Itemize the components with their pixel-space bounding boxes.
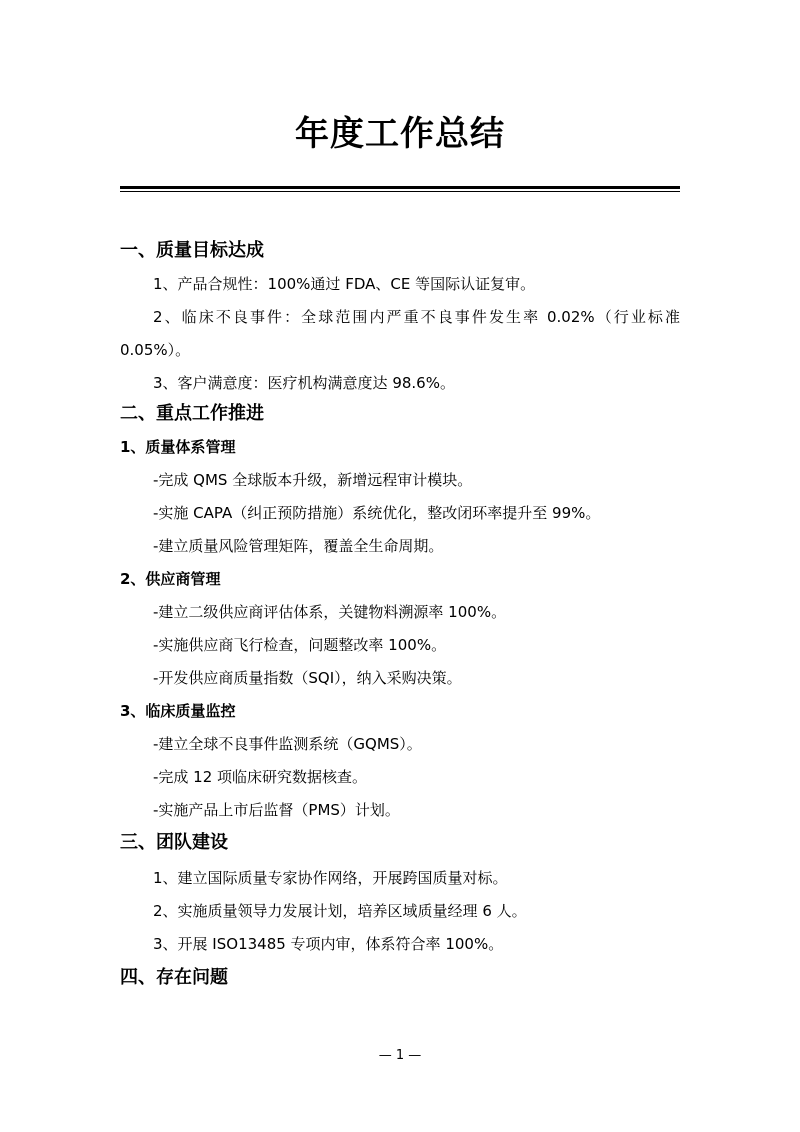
subsection-item: -实施供应商飞行检查，问题整改率 100%。 (153, 636, 447, 654)
subsection-heading-qms: 1、质量体系管理 (120, 438, 236, 456)
subsection-item: -建立质量风险管理矩阵，覆盖全生命周期。 (153, 537, 444, 555)
section-item: 2、实施质量领导力发展计划，培养区域质量经理 6 人。 (153, 902, 527, 920)
subsection-heading-clinical: 3、临床质量监控 (120, 702, 236, 720)
page-number: — 1 — (378, 1048, 422, 1063)
subsection-item: -开发供应商质量指数（SQI），纳入采购决策。 (153, 669, 462, 687)
subsection-item: -实施 CAPA（纠正预防措施）系统优化，整改闭环率提升至 99%。 (153, 504, 601, 522)
subsection-item: -建立全球不良事件监测系统（GQMS）。 (153, 735, 422, 753)
section-heading-team: 三、团队建设 (120, 832, 228, 853)
subsection-item: -完成 QMS 全球版本升级，新增远程审计模块。 (153, 471, 473, 489)
section-heading-quality-goals: 一、质量目标达成 (120, 240, 264, 261)
section-item: 2、临床不良事件：全球范围内严重不良事件发生率 0.02%（行业标准 0.05%）。 (120, 308, 680, 359)
title-divider-thick (120, 186, 680, 189)
subsection-item: -完成 12 项临床研究数据核查。 (153, 768, 368, 786)
section-item: 3、客户满意度：医疗机构满意度达 98.6%。 (153, 374, 455, 392)
section-item: 3、开展 ISO13485 专项内审，体系符合率 100%。 (153, 935, 504, 953)
document-title: 年度工作总结 (295, 114, 505, 154)
subsection-heading-supplier: 2、供应商管理 (120, 570, 221, 588)
section-item: 1、建立国际质量专家协作网络，开展跨国质量对标。 (153, 869, 508, 887)
subsection-item: -实施产品上市后监督（PMS）计划。 (153, 801, 400, 819)
section-heading-issues: 四、存在问题 (120, 967, 228, 988)
document-body (120, 232, 680, 989)
section-item: 1、产品合规性：100%通过 FDA、CE 等国际认证复审。 (153, 275, 536, 293)
subsection-item: -建立二级供应商评估体系，关键物料溯源率 100%。 (153, 603, 507, 621)
title-divider-thin (120, 191, 680, 192)
section-heading-key-work: 二、重点工作推进 (120, 403, 264, 424)
